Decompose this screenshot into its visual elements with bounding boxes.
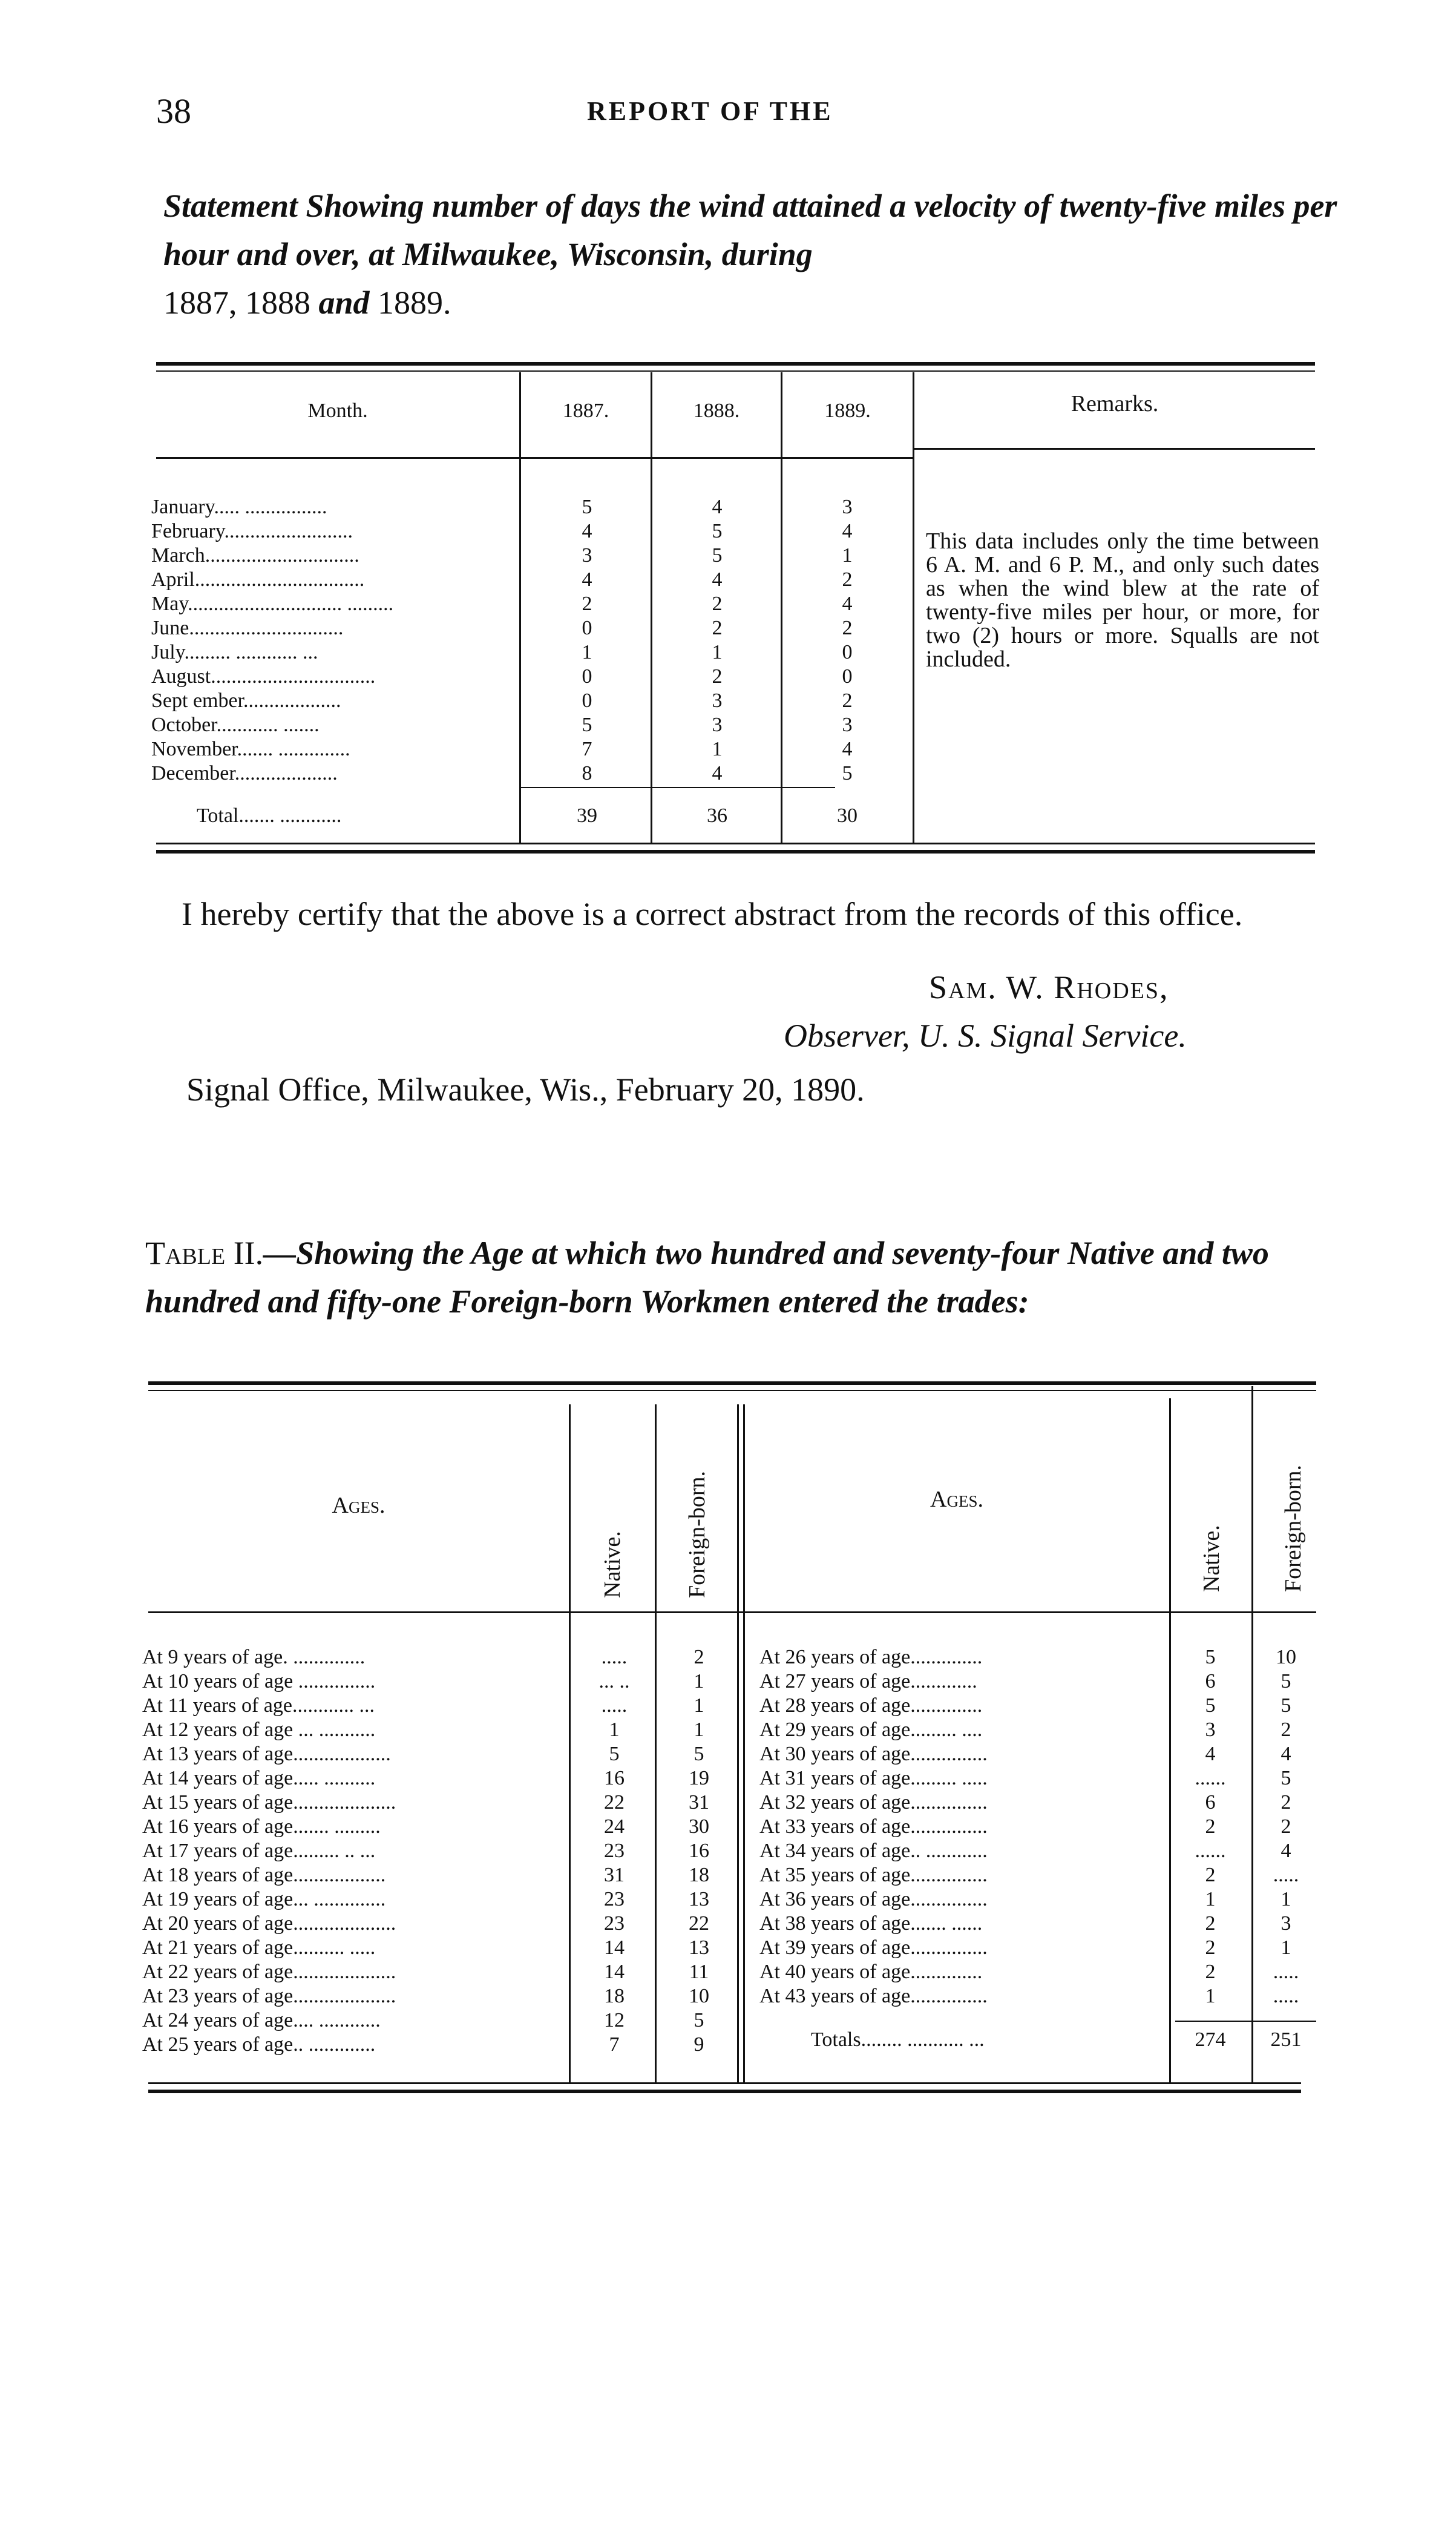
age-label: At 27 years of age............. <box>759 1670 977 1692</box>
age-label: At 43 years of age............... <box>759 1985 988 2007</box>
age-label: At 9 years of age. .............. <box>142 1646 366 1668</box>
table2-header-native-right: Native. <box>1199 1525 1224 1592</box>
right-foreign-column <box>1259 1645 1313 2008</box>
native-count: 23 <box>604 1912 625 1935</box>
value-1888: 3 <box>712 689 723 712</box>
native-count: 14 <box>604 1961 625 1983</box>
table2-bottom-rule <box>148 2082 1301 2084</box>
age-label: At 17 years of age......... .. ... <box>142 1840 376 1862</box>
table2-header-foreign-left: Foreign-born. <box>684 1470 710 1598</box>
native-count: ...... <box>1195 1840 1226 1862</box>
age-label: At 22 years of age.................... <box>142 1961 396 1983</box>
foreign-count: 1 <box>694 1719 704 1741</box>
value-1888: 3 <box>712 714 723 736</box>
value-1888: 4 <box>712 762 723 785</box>
header-1888: 1888. <box>693 400 740 422</box>
native-count: ..... <box>601 1646 628 1668</box>
month-label: Sept ember................... <box>151 689 341 712</box>
foreign-count: 31 <box>689 1791 709 1814</box>
age-label: At 25 years of age.. ............. <box>142 2033 376 2056</box>
age-label: At 29 years of age......... .... <box>759 1719 983 1741</box>
month-column <box>151 495 514 786</box>
table1-header-rule-mid <box>519 457 913 459</box>
foreign-count: 1 <box>694 1670 704 1692</box>
native-count: 6 <box>1205 1791 1216 1814</box>
native-count: 2 <box>1205 1815 1216 1838</box>
value-1889: 2 <box>842 617 853 639</box>
table1-header-rule <box>156 457 519 459</box>
value-1887: 0 <box>582 617 592 639</box>
foreign-count: 2 <box>1281 1719 1291 1741</box>
month-label: November....... .............. <box>151 738 350 760</box>
month-label: May.............................. ......... <box>151 593 394 615</box>
age-label: At 24 years of age.... ............ <box>142 2009 381 2031</box>
value-1889: 2 <box>842 689 853 712</box>
age-label: At 38 years of age....... ...... <box>759 1912 983 1935</box>
foreign-count: 2 <box>1281 1815 1291 1838</box>
value-1888: 5 <box>712 520 723 542</box>
native-count: 2 <box>1205 1864 1216 1886</box>
table2-top-rule <box>148 1381 1316 1385</box>
value-1889: 4 <box>842 520 853 542</box>
foreign-count: 1 <box>694 1694 704 1717</box>
header-1887: 1887. <box>562 400 609 422</box>
table2-header-foreign-right: Foreign-born. <box>1281 1464 1306 1592</box>
foreign-count: 19 <box>689 1767 709 1789</box>
age-label: At 20 years of age.................... <box>142 1912 396 1935</box>
foreign-count: ..... <box>1273 1961 1299 1983</box>
column-1888 <box>690 495 744 786</box>
value-1888: 2 <box>712 617 723 639</box>
left-ages-column <box>142 1645 566 2057</box>
table2-vrule-3a <box>737 1404 739 2082</box>
native-count: ...... <box>1195 1767 1226 1789</box>
foreign-count: 5 <box>1281 1767 1291 1789</box>
age-label: At 13 years of age................... <box>142 1743 391 1765</box>
native-count: 1 <box>1205 1888 1216 1910</box>
value-1889: 3 <box>842 496 853 518</box>
place-and-date: Signal Office, Milwaukee, Wis., February 20, 1890. <box>186 1071 865 1108</box>
age-label: At 15 years of age.................... <box>142 1791 396 1814</box>
native-count: 31 <box>604 1864 625 1886</box>
native-count: 22 <box>604 1791 625 1814</box>
table2-vrule-4 <box>1169 1398 1171 2082</box>
table1-vrule-1 <box>519 372 521 844</box>
age-label: At 40 years of age.............. <box>759 1961 983 1983</box>
table1-bottom-rule <box>156 843 1315 844</box>
age-label: At 12 years of age ... ........... <box>142 1719 376 1741</box>
table2-header-rule <box>148 1611 1316 1613</box>
value-1887: 4 <box>582 520 592 542</box>
age-label: At 16 years of age....... ......... <box>142 1815 381 1838</box>
foreign-count: 5 <box>694 1743 704 1765</box>
running-title: REPORT OF THE <box>587 96 833 126</box>
age-label: At 28 years of age.............. <box>759 1694 983 1717</box>
header-1889: 1889. <box>824 400 871 422</box>
foreign-count: 4 <box>1281 1743 1291 1765</box>
age-label: At 19 years of age... .............. <box>142 1888 386 1910</box>
value-1889: 0 <box>842 641 853 663</box>
value-1889: 5 <box>842 762 853 785</box>
table1-total-rule <box>520 787 835 788</box>
table1-vrule-4 <box>913 372 914 844</box>
month-label: March.............................. <box>151 544 359 567</box>
value-1888: 2 <box>712 593 723 615</box>
value-1889: 4 <box>842 593 853 615</box>
total-1889: 30 <box>837 804 858 827</box>
table1-header-rule-right <box>913 448 1315 450</box>
table2-caption <box>145 1229 1319 1326</box>
native-count: 4 <box>1205 1743 1216 1765</box>
total-label: Total....... ............ <box>197 804 342 827</box>
month-label: April................................. <box>151 568 365 591</box>
value-1887: 5 <box>582 714 592 736</box>
native-count: 7 <box>609 2033 620 2056</box>
page-number: 38 <box>156 91 191 131</box>
native-count: 2 <box>1205 1912 1216 1935</box>
foreign-count: 5 <box>1281 1670 1291 1692</box>
table2-header-native-left: Native. <box>600 1531 625 1598</box>
value-1888: 2 <box>712 665 723 688</box>
value-1887: 0 <box>582 689 592 712</box>
native-count: 2 <box>1205 1936 1216 1959</box>
month-label: January..... ................ <box>151 496 327 518</box>
age-label: At 21 years of age.......... ..... <box>142 1936 376 1959</box>
value-1887: 4 <box>582 568 592 591</box>
age-label: At 34 years of age.. ............ <box>759 1840 988 1862</box>
signature-title: Observer, U. S. Signal Service. <box>784 1018 1187 1054</box>
age-label: At 14 years of age..... .......... <box>142 1767 376 1789</box>
signature-name: Sam. W. Rhodes, <box>929 969 1169 1005</box>
table2-totals-native: 274 <box>1195 2028 1226 2051</box>
foreign-count: 5 <box>1281 1694 1291 1717</box>
age-label: At 31 years of age......... ..... <box>759 1767 988 1789</box>
foreign-count: 30 <box>689 1815 709 1838</box>
column-1889 <box>820 495 874 786</box>
native-count: 5 <box>609 1743 620 1765</box>
value-1887: 1 <box>582 641 592 663</box>
wind-statement-caption <box>163 182 1337 327</box>
table2-bottom-rule-thick <box>148 2090 1301 2093</box>
foreign-count: 1 <box>1281 1888 1291 1910</box>
remarks-text: This data includes only the time between 6 A. M. and 6 P. M., and only such dates as when the wind blew at the rate of twenty-five miles per hour, or more, for two (2) hours or more. Squalls are not included. <box>926 528 1319 672</box>
table1-top-rule-thin <box>156 370 1315 372</box>
native-count: 16 <box>604 1767 625 1789</box>
value-1888: 5 <box>712 544 723 567</box>
value-1887: 0 <box>582 665 592 688</box>
age-label: At 26 years of age.............. <box>759 1646 983 1668</box>
native-count: ... .. <box>598 1670 630 1692</box>
foreign-count: 10 <box>689 1985 709 2007</box>
column-1887 <box>560 495 614 786</box>
month-label: February......................... <box>151 520 353 542</box>
value-1888: 4 <box>712 568 723 591</box>
table2-totals-foreign: 251 <box>1270 2028 1302 2051</box>
value-1888: 4 <box>712 496 723 518</box>
value-1889: 1 <box>842 544 853 567</box>
value-1887: 7 <box>582 738 592 760</box>
native-count: 23 <box>604 1840 625 1862</box>
age-label: At 33 years of age............... <box>759 1815 988 1838</box>
value-1889: 0 <box>842 665 853 688</box>
month-label: June.............................. <box>151 617 344 639</box>
age-label: At 10 years of age ............... <box>142 1670 376 1692</box>
table2-header-ages-right: Ages. <box>930 1487 983 1512</box>
total-1888: 36 <box>707 804 727 827</box>
header-remarks: Remarks. <box>1071 391 1159 416</box>
certification-text: I hereby certify that the above is a correct abstract from the records of this office. <box>182 896 1243 932</box>
table2-vrule-1 <box>569 1404 571 2082</box>
foreign-count: 13 <box>689 1888 709 1910</box>
age-label: At 23 years of age.................... <box>142 1985 396 2007</box>
table2-top-rule-thin <box>148 1390 1316 1391</box>
foreign-count: 4 <box>1281 1840 1291 1862</box>
foreign-count: 2 <box>1281 1791 1291 1814</box>
table2-vrule-5 <box>1251 1386 1253 2082</box>
value-1888: 1 <box>712 641 723 663</box>
foreign-count: 9 <box>694 2033 704 2056</box>
table2-label: Table II. <box>145 1235 264 1271</box>
age-label: At 39 years of age............... <box>759 1936 988 1959</box>
native-count: 14 <box>604 1936 625 1959</box>
table2-totals-label: Totals........ ........... ... <box>811 2028 985 2051</box>
value-1887: 5 <box>582 496 592 518</box>
caption-years-a: 1887, 1888 <box>163 285 310 321</box>
age-label: At 35 years of age............... <box>759 1864 988 1886</box>
value-1887: 2 <box>582 593 592 615</box>
value-1889: 2 <box>842 568 853 591</box>
foreign-count: 2 <box>694 1646 704 1668</box>
value-1889: 3 <box>842 714 853 736</box>
left-foreign-column <box>672 1645 726 2057</box>
native-count: 18 <box>604 1985 625 2007</box>
caption-italic: Statement Showing number of days the wind attained a velocity of twenty-five miles per hour and over, at Milwaukee, Wisconsin, during <box>163 188 1337 272</box>
foreign-count: 1 <box>1281 1936 1291 1959</box>
month-label: July......... ............ ... <box>151 641 318 663</box>
foreign-count: 16 <box>689 1840 709 1862</box>
table2-totals-rule <box>1175 2021 1316 2022</box>
month-label: December.................... <box>151 762 338 785</box>
native-count: 2 <box>1205 1961 1216 1983</box>
header-month: Month. <box>307 400 368 422</box>
age-label: At 11 years of age............ ... <box>142 1694 375 1717</box>
foreign-count: 22 <box>689 1912 709 1935</box>
value-1887: 8 <box>582 762 592 785</box>
table1-vrule-2 <box>651 372 652 844</box>
table1-vrule-3 <box>781 372 782 844</box>
right-ages-column <box>759 1645 1165 2008</box>
total-1887: 39 <box>577 804 597 827</box>
native-count: 23 <box>604 1888 625 1910</box>
age-label: At 32 years of age............... <box>759 1791 988 1814</box>
native-count: 12 <box>604 2009 625 2031</box>
right-native-column <box>1183 1645 1238 2008</box>
value-1889: 4 <box>842 738 853 760</box>
month-label: October............ ....... <box>151 714 320 736</box>
age-label: At 36 years of age............... <box>759 1888 988 1910</box>
foreign-count: 18 <box>689 1864 709 1886</box>
table2-caption-text: —Showing the Age at which two hundred and seventy-four Native and two hundred and fifty-one Foreign-born Workmen entered the trades: <box>145 1235 1269 1320</box>
native-count: 5 <box>1205 1694 1216 1717</box>
table1-bottom-rule-thick <box>156 850 1315 854</box>
left-native-column <box>587 1645 641 2057</box>
month-label: August................................ <box>151 665 376 688</box>
value-1887: 3 <box>582 544 592 567</box>
foreign-count: ..... <box>1273 1985 1299 2007</box>
table2-header-ages-left: Ages. <box>332 1493 385 1518</box>
foreign-count: 3 <box>1281 1912 1291 1935</box>
native-count: ..... <box>601 1694 628 1717</box>
native-count: 24 <box>604 1815 625 1838</box>
native-count: 3 <box>1205 1719 1216 1741</box>
native-count: 1 <box>1205 1985 1216 2007</box>
foreign-count: ..... <box>1273 1864 1299 1886</box>
age-label: At 30 years of age............... <box>759 1743 988 1765</box>
table2-vrule-2 <box>655 1404 657 2082</box>
table1-top-rule <box>156 362 1315 366</box>
native-count: 1 <box>609 1719 620 1741</box>
age-label: At 18 years of age.................. <box>142 1864 386 1886</box>
caption-years-b: 1889. <box>378 285 451 321</box>
native-count: 5 <box>1205 1646 1216 1668</box>
native-count: 6 <box>1205 1670 1216 1692</box>
value-1888: 1 <box>712 738 723 760</box>
foreign-count: 10 <box>1276 1646 1296 1668</box>
caption-and: and <box>318 285 370 321</box>
foreign-count: 5 <box>694 2009 704 2031</box>
foreign-count: 11 <box>689 1961 709 1983</box>
foreign-count: 13 <box>689 1936 709 1959</box>
